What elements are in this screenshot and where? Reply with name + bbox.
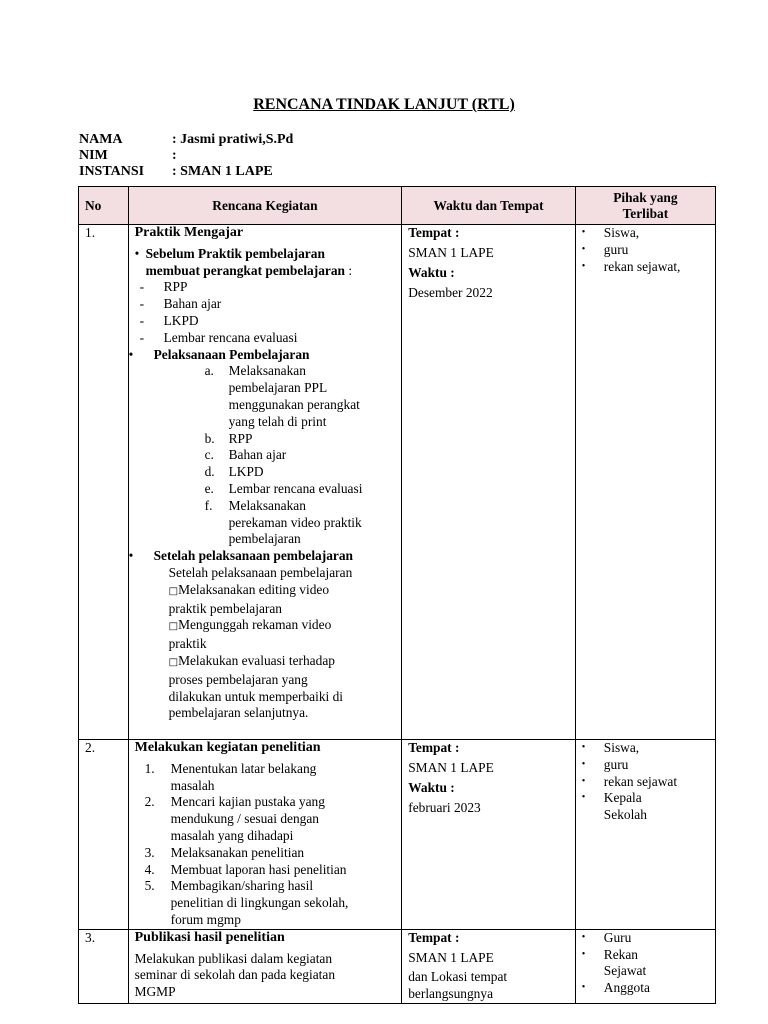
bullet-icon: •	[581, 931, 586, 943]
list-text	[604, 790, 647, 824]
tempat-value: SMAN 1 LAPE	[408, 244, 494, 260]
list-item	[129, 548, 396, 565]
list-text: Membuat laporan hasi penelitian	[170, 861, 347, 877]
list-text: Siswa,	[603, 740, 640, 755]
text-line: Kepala	[603, 790, 642, 806]
after-text-block	[135, 565, 396, 722]
list-item	[582, 947, 709, 981]
waktu-cell	[402, 225, 576, 740]
text-line: seminar di sekolah dan pada kegiatan	[134, 967, 336, 983]
header-pihak-line: Pihak yang	[613, 189, 678, 205]
identity-value: : SMAN 1 LAPE	[172, 164, 273, 179]
text-line: MGMP	[134, 984, 176, 1000]
list-item	[135, 313, 396, 330]
text-line	[169, 653, 396, 672]
header-rencana: Rencana Kegiatan	[128, 187, 402, 225]
list-item	[135, 330, 396, 347]
rtl-table	[78, 186, 716, 1004]
waktu-value: Desember 2022	[408, 285, 493, 301]
text-line: Mencari kajian pustaka yang	[170, 794, 325, 810]
list-item	[135, 481, 396, 498]
table-row	[79, 740, 716, 930]
pihak-list	[582, 740, 709, 824]
list-text	[229, 363, 360, 430]
list-text: LKPD	[228, 464, 264, 480]
dash-marker: -	[139, 312, 145, 328]
list-text	[171, 761, 317, 795]
list-item	[582, 259, 709, 276]
rencana-cell	[128, 740, 402, 930]
text-line: proses pembelajaran yang	[168, 671, 308, 687]
text-line: Melaksanakan	[228, 497, 306, 513]
bullet-icon: •	[581, 227, 586, 238]
bullet-icon: •	[581, 982, 586, 994]
text-line: pembelajaran PPL	[228, 380, 328, 396]
waktu-cell	[402, 929, 576, 1003]
list-marker: e.	[204, 480, 214, 496]
row-number: 3.	[79, 929, 129, 1003]
waktu-cell	[402, 740, 576, 930]
text-line: Rekan	[603, 946, 639, 962]
text-line: praktik pembelajaran	[168, 600, 283, 616]
text-line: dilakukan untuk memperbaiki di	[168, 688, 344, 704]
bullet-icon: •	[581, 758, 586, 770]
list-item	[135, 246, 396, 280]
checkbox-icon: □	[168, 585, 179, 597]
dash-marker: -	[139, 296, 145, 312]
text-colon: :	[344, 262, 353, 278]
list-item	[582, 980, 709, 997]
bullet-text: Setelah pelaksanaan pembelajaran	[153, 548, 353, 564]
list-text: Bahan ajar	[228, 447, 287, 463]
list-text: guru	[603, 756, 629, 772]
list-text	[171, 794, 325, 844]
text-span: Melakukan evaluasi terhadap	[178, 652, 335, 668]
list-text	[604, 947, 646, 981]
header-pihak	[575, 187, 715, 225]
checkbox-icon: □	[168, 656, 179, 668]
bullet-icon: •	[128, 346, 134, 362]
list-item	[135, 498, 396, 548]
list-text: Guru	[603, 929, 632, 945]
text-line: pembelajaran selanjutnya.	[168, 705, 309, 721]
identity-nim	[79, 148, 293, 164]
bullet-text	[146, 246, 352, 280]
text-line: praktik	[168, 636, 207, 652]
list-text: Melaksanakan penelitian	[170, 844, 305, 860]
row-number: 1.	[79, 225, 129, 740]
bullet-icon: •	[128, 548, 134, 564]
list-item	[582, 790, 709, 824]
list-item	[135, 878, 396, 928]
identity-block	[79, 132, 293, 180]
tempat-value: SMAN 1 LAPE	[408, 759, 494, 775]
text-line: masalah	[170, 777, 215, 793]
text-line: penelitian di lingkungan sekolah,	[170, 895, 349, 911]
identity-label: INSTANSI	[79, 164, 145, 179]
pihak-cell	[575, 740, 715, 930]
bullet-icon: •	[581, 260, 586, 272]
table-row	[79, 225, 716, 740]
text-line: Setelah pelaksanaan pembelajaran	[168, 564, 353, 580]
list-item	[135, 447, 396, 464]
list-item	[135, 363, 396, 430]
section-title: Praktik Mengajar	[134, 225, 244, 240]
identity-label: NAMA	[79, 132, 123, 147]
identity-value: : Jasmi pratiwi,S.Pd	[172, 132, 294, 147]
tempat-label: Tempat :	[408, 929, 460, 945]
list-item	[582, 757, 709, 774]
list-item	[135, 279, 396, 296]
text-line: masalah yang dihadapi	[170, 827, 294, 843]
list-text: rekan sejawat,	[603, 258, 681, 274]
text-line	[169, 617, 396, 636]
list-marker: c.	[204, 447, 214, 463]
page-title: RENCANA TINDAK LANJUT (RTL)	[253, 96, 515, 113]
list-marker: d.	[204, 464, 215, 480]
text-line: mendukung / sesuai dengan	[170, 811, 319, 827]
list-item	[582, 930, 709, 947]
bullet-icon: •	[134, 245, 140, 261]
list-item	[135, 761, 396, 795]
list-item	[582, 225, 709, 242]
list-marker: b.	[204, 430, 215, 446]
list-marker: 1.	[144, 760, 155, 776]
text-line: pembelajaran	[228, 531, 301, 547]
list-item	[135, 296, 396, 313]
text-line: membuat perangkat pembelajaran	[145, 262, 345, 278]
tempat-value: SMAN 1 LAPE	[408, 949, 494, 965]
list-text: Bahan ajar	[163, 296, 222, 312]
list-marker: 2.	[144, 794, 155, 810]
list-marker: a.	[204, 363, 214, 379]
list-item	[582, 774, 709, 791]
identity-nama	[79, 132, 293, 148]
rencana-cell	[128, 225, 402, 740]
dash-marker: -	[139, 279, 145, 295]
header-waktu: Waktu dan Tempat	[402, 187, 576, 225]
list-item	[582, 740, 709, 757]
header-no: No	[79, 187, 129, 225]
list-item	[135, 464, 396, 481]
dash-marker: -	[139, 329, 145, 345]
list-item	[135, 845, 396, 862]
table-row	[79, 929, 716, 1003]
identity-label: NIM	[79, 148, 108, 163]
list-item	[135, 794, 396, 844]
text-span: Melaksanakan editing video	[178, 581, 330, 597]
text-line: menggunakan perangkat	[228, 396, 360, 412]
list-item	[135, 862, 396, 879]
text-line: Melaksanakan	[228, 363, 306, 379]
identity-value: :	[172, 148, 177, 163]
checkbox-icon: □	[168, 621, 179, 633]
text-line: yang telah di print	[228, 413, 327, 429]
tempat-label: Tempat :	[408, 740, 460, 755]
header-pihak-line: Terlibat	[622, 205, 669, 221]
text-line: perekaman video praktik	[228, 514, 362, 530]
waktu-value: februari 2023	[408, 800, 481, 816]
row-number: 2.	[79, 740, 129, 930]
list-text: Siswa,	[603, 225, 640, 240]
list-marker: f.	[204, 497, 213, 513]
lokasi-line: dan Lokasi tempat	[408, 969, 508, 985]
list-text: Lembar rencana evaluasi	[228, 480, 363, 496]
text-line	[169, 582, 396, 601]
pihak-cell	[575, 225, 715, 740]
list-text	[229, 498, 362, 548]
table-header-row	[79, 187, 716, 225]
list-text: Anggota	[603, 980, 650, 996]
rencana-cell	[128, 929, 402, 1003]
text-line: Membagikan/sharing hasil	[170, 878, 314, 894]
list-item	[129, 347, 396, 364]
bullet-text: Pelaksanaan Pembelajaran	[153, 346, 310, 362]
text-line: Sebelum Praktik pembelajaran	[145, 245, 325, 261]
tempat-label: Tempat :	[408, 225, 460, 240]
pihak-cell	[575, 929, 715, 1003]
list-item	[582, 242, 709, 259]
list-item	[135, 431, 396, 448]
list-marker: 5.	[144, 878, 155, 894]
text-line: forum mgmp	[170, 911, 241, 927]
text-line: Menentukan latar belakang	[170, 760, 317, 776]
text-span: Mengunggah rekaman video	[178, 617, 332, 633]
section-title: Melakukan kegiatan penelitian	[134, 740, 321, 755]
waktu-label: Waktu :	[408, 264, 455, 280]
list-marker: 4.	[144, 861, 155, 877]
list-text: rekan sejawat	[603, 773, 678, 789]
bullet-icon: •	[581, 792, 586, 804]
bullet-icon: •	[581, 243, 586, 255]
section-title: Publikasi hasil penelitian	[134, 929, 285, 945]
bullet-icon: •	[581, 948, 586, 960]
list-text: LKPD	[163, 312, 199, 328]
list-text	[171, 878, 349, 928]
pihak-list	[582, 930, 709, 997]
list-text: RPP	[228, 430, 253, 446]
text-line: Melakukan publikasi dalam kegiatan	[134, 950, 333, 966]
waktu-label: Waktu :	[408, 779, 455, 795]
bullet-icon: •	[581, 775, 586, 787]
text-line: Sejawat	[603, 963, 647, 979]
text-line: Sekolah	[603, 807, 647, 823]
bullet-icon: •	[581, 742, 586, 753]
pihak-list	[582, 225, 709, 275]
list-text: guru	[603, 241, 629, 257]
lokasi-line: berlangsungnya	[408, 986, 494, 1002]
list-text: Lembar rencana evaluasi	[163, 329, 298, 345]
identity-instansi	[79, 164, 293, 180]
list-marker: 3.	[144, 844, 155, 860]
list-text: RPP	[163, 279, 188, 295]
